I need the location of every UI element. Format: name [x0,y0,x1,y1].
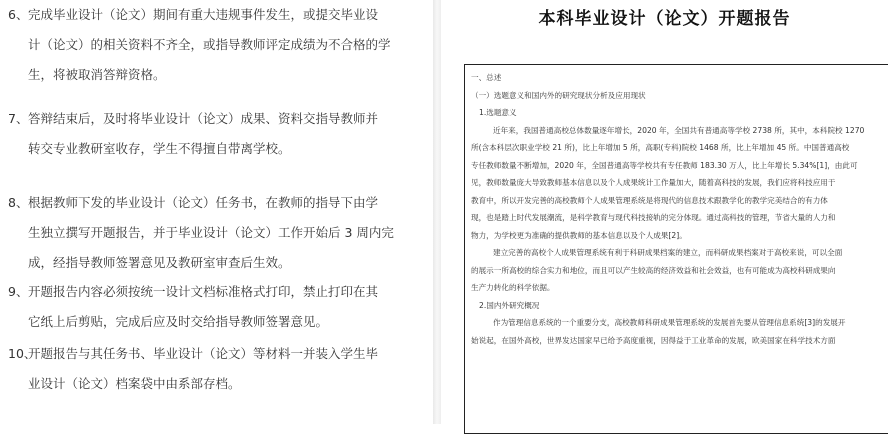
rule-text: 根据教师下发的毕业设计（论文）任务书，在教师的指导下由学 [28,195,379,210]
report-heading: 1.选题意义 [479,108,517,117]
report-text [465,65,888,349]
report-paragraph-line: 作为管理信息系统的一个重要分支，高校教师科研成果管理系统的发展首先要从管理信息系统[3]的发展开 [493,318,846,327]
report-paragraph-line: 始说起，在国外高校，世界发达国家早已给予高度重视，因得益于工业革命的发展，欧美国家在科学技术方面 [471,335,836,345]
report-paragraph-line: 近年来，我国普通高校总体数量逐年增长，2020 年，全国共有普通高等学校 2738 所，其中，本科院校 1270 [493,125,865,135]
report-paragraph-line: 生产力转化的科学依据。 [471,283,555,292]
rule-item [8,277,388,337]
report-content-box [464,64,888,434]
rule-line: 成，经指导教师签署意见及教研室审查后生效。 [28,255,291,270]
report-heading: （一）选题意义和国内外的研究现状分析及应用现状 [471,90,646,100]
rule-line [8,0,388,30]
report-paragraph-line: 教育中，所以开发完善的高校教师个人成果管理系统是将现代的信息技术跟教学化的教学完美结合的有力体 [471,195,828,205]
report-paragraph-line: 的展示一所高校的综合实力和地位，而且可以产生较高的经济效益和社会效益，也有可能成为高校科研成果向 [471,265,836,275]
rule-number: 9、 [8,284,29,299]
rule-line [8,277,388,307]
rule-item [8,0,391,90]
rule-line: 它纸上后剪贴，完成后应及时交给指导教师签署意见。 [28,314,329,329]
rule-line: 转交专业教研室收存，学生不得擅自带离学校。 [28,141,291,156]
report-paragraph-line: 现，也是踏上时代发展潮流，是科学教育与现代科技接轨的完分体现。通过高科技的管理，节省大量的人力和 [471,213,836,222]
rule-text: 开题报告与其任务书、毕业设计（论文）等材料一并装入学生毕 [28,346,379,361]
report-heading: 2.国内外研究概况 [479,300,540,310]
rule-text: 答辩结束后，及时将毕业设计（论文）成果、资料交指导教师并 [28,111,379,126]
report-paragraph-line: 见，教师数量庞大导致教师基本信息以及个人成果统计工作量加大，随着高科技的发展，我们应将科技应用于 [471,178,836,187]
report-title: 本科毕业设计（论文）开题报告 [538,9,791,29]
report-paragraph-line: 建立完善的高校个人成果管理系统有利于科研成果档案的建立，而科研成果档案对于高校来说，可以全面 [493,248,843,257]
page-divider [433,0,441,424]
rule-line: 业设计（论文）档案袋中由系部存档。 [28,376,241,391]
rule-line [8,188,388,218]
rule-line: 生独立撰写开题报告，并于毕业设计（论文）工作开始后 3 周内完 [28,225,394,240]
rule-number: 10、 [8,346,37,361]
report-page [441,0,888,424]
rule-number: 7、 [8,111,29,126]
report-heading: 一、总述 [471,73,502,82]
rule-item [8,188,394,278]
rule-line: 生，将被取消答辩资格。 [28,67,166,82]
instructions-page [0,0,432,424]
rule-number: 6、 [8,7,29,22]
report-paragraph-line: 专任教师数量不断增加，2020 年，全国普通高等学校共有专任教师 183.30 万人，比上年增长 5.34%[1]，由此可 [471,160,858,170]
rule-text: 完成毕业设计（论文）期间有重大违规事件发生，或提交毕业设 [28,7,379,22]
rule-line: 计（论文）的相关资料不齐全，或指导教师评定成绩为不合格的学 [28,37,391,52]
rule-text: 开题报告内容必须按统一设计文档标准格式打印，禁止打印在其 [28,284,379,299]
report-paragraph-line: 物力，为学校更为准确的提供教师的基本信息以及个人成果[2]。 [471,230,687,240]
rule-line [8,339,388,369]
report-paragraph-line: 所(含本科层次职业学校 21 所)，比上年增加 5 所，高职(专科)院校 1468 所，比上年增加 45 所。中国普通高校 [471,143,850,152]
rule-item [8,104,388,164]
rule-number: 8、 [8,195,29,210]
rule-line [8,104,388,134]
rule-item [8,339,388,399]
